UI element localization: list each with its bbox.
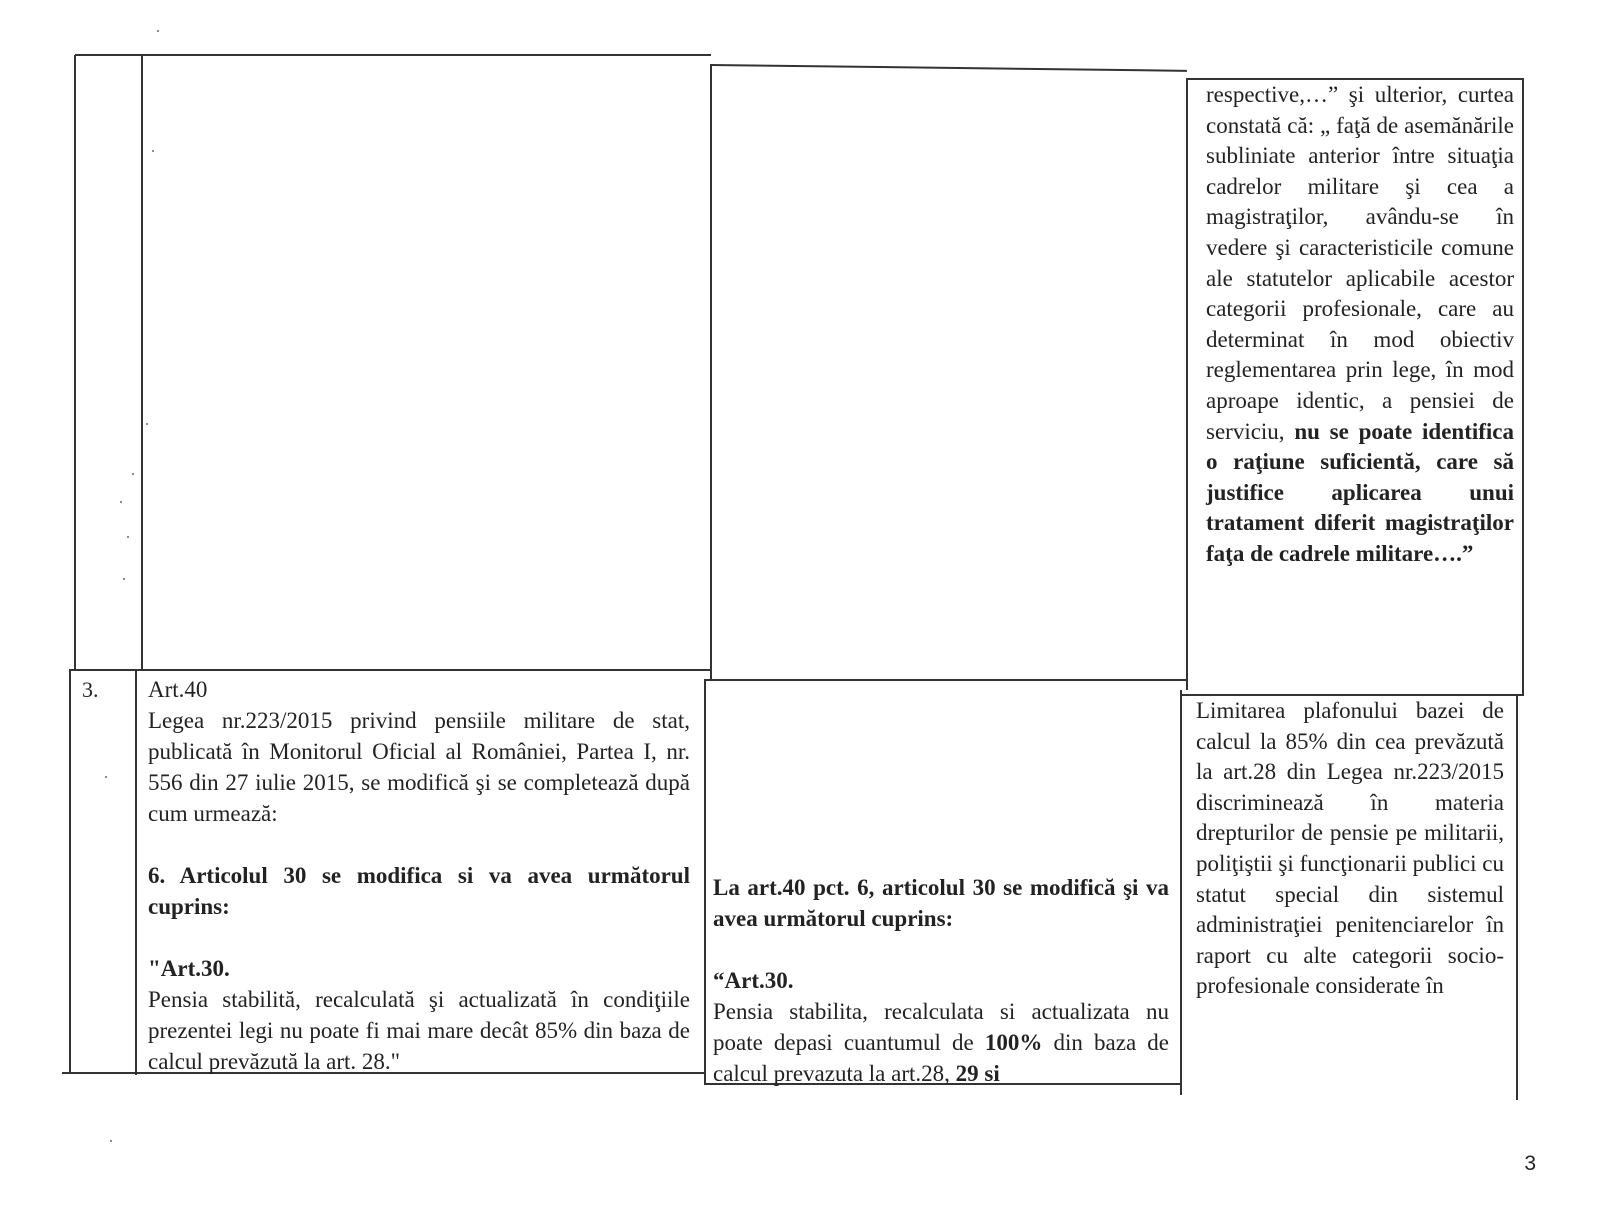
row2-justification-text: respective,…” şi ulterior, curtea constată că: „ faţă de asemănările subliniate anterior între situaţia cadrelor militare şi cea a magistraţilor, avându-se în vedere şi caracteristicile comune ale statutelor aplicabile acestor categorii profesionale, care au determinat în mod obiectiv reglementarea prin lege, în mod aproape identic, a pensiei de serviciu, — [1206, 82, 1514, 444]
row-divider-left — [69, 669, 711, 671]
page-number: 3 — [1524, 1152, 1536, 1175]
column-divider-3 — [1186, 78, 1188, 690]
row3-justification-text: Limitarea plafonului bazei de calcul la 85% din cea prevăzută la art.28 din Legea nr.223/2015 discriminează în materia drepturilor de pensie pe militarii, poliţiştii şi funcţionarii publici cu statut special din sistemul administraţiei penitenciarelor în raport cu alte categorii socio-profesionale considerate în — [1196, 698, 1504, 999]
column-divider-2 — [710, 64, 712, 680]
table-right-border-lower — [1516, 696, 1518, 1100]
row3-justification-cell — [1196, 696, 1504, 1002]
scan-speck — [123, 578, 125, 580]
row3-original-text-cell — [148, 674, 690, 1077]
row3-proposed-body-part-c: din baza de calcul prevazuta la art.28, — [713, 1030, 1170, 1086]
row-divider-mid — [704, 679, 1186, 681]
scan-speck — [105, 776, 107, 778]
row3-proposed-article-title: “Art.30. — [713, 968, 794, 993]
row2-justification-cell — [1206, 80, 1514, 570]
row3-article-body: Pensia stabilită, recalculată şi actualizată în condiţiile prezentei legi nu poate fi mai mare decât 85% din baza de calcul prevăzută la art. 28." — [148, 987, 690, 1074]
scan-speck — [127, 536, 129, 538]
row3-amendment-heading: 6. Articolul 30 se modifica si va avea următorul cuprins: — [148, 863, 690, 919]
column-divider-3-lower — [1180, 690, 1182, 1095]
column-divider-1 — [141, 55, 143, 670]
scan-speck — [110, 1140, 112, 1142]
row3-article-title: "Art.30. — [148, 956, 230, 981]
scan-speck — [146, 423, 148, 425]
row3-proposed-heading: La art.40 pct. 6, articolul 30 se modifică şi va avea următorul cuprins: — [713, 875, 1169, 931]
scan-speck — [157, 30, 159, 32]
row3-proposed-article-body — [713, 996, 1169, 1089]
table-top-border — [75, 54, 711, 56]
scan-speck — [120, 501, 122, 503]
row3-number: 3. — [82, 677, 99, 702]
scan-speck — [152, 150, 154, 152]
table-left-border-lower — [69, 670, 71, 1072]
scan-speck — [132, 473, 134, 475]
column-divider-1-lower — [135, 670, 137, 1075]
row3-proposed-body-percent: 100% — [984, 1030, 1043, 1055]
row3-proposed-body-part-a: Pensia stabilita, recalculata si actualizata nu poate depasi cuantumul de — [713, 999, 1169, 1055]
row3-proposed-text-cell — [713, 872, 1169, 1089]
row2-justification-bold-text: nu se poate identifica o raţiune suficientă, care să justifice aplicarea unui tratament diferit magistraţilor faţa de cadrele militare….” — [1206, 418, 1515, 566]
row3-article-label: Art.40 — [148, 677, 208, 702]
column-divider-2-lower — [704, 680, 706, 1084]
table-right-border — [1522, 78, 1524, 696]
row3-law-intro: Legea nr.223/2015 privind pensiile militare de stat, publicată în Monitorul Oficial al României, Partea I, nr. 556 din 27 iulie 2015, se modifică şi se completează după cum urmează: — [148, 708, 690, 826]
row3-proposed-body-part-d: 29 si — [955, 1061, 1000, 1086]
table-top-border-right — [711, 64, 1187, 72]
table-left-border — [74, 55, 76, 670]
